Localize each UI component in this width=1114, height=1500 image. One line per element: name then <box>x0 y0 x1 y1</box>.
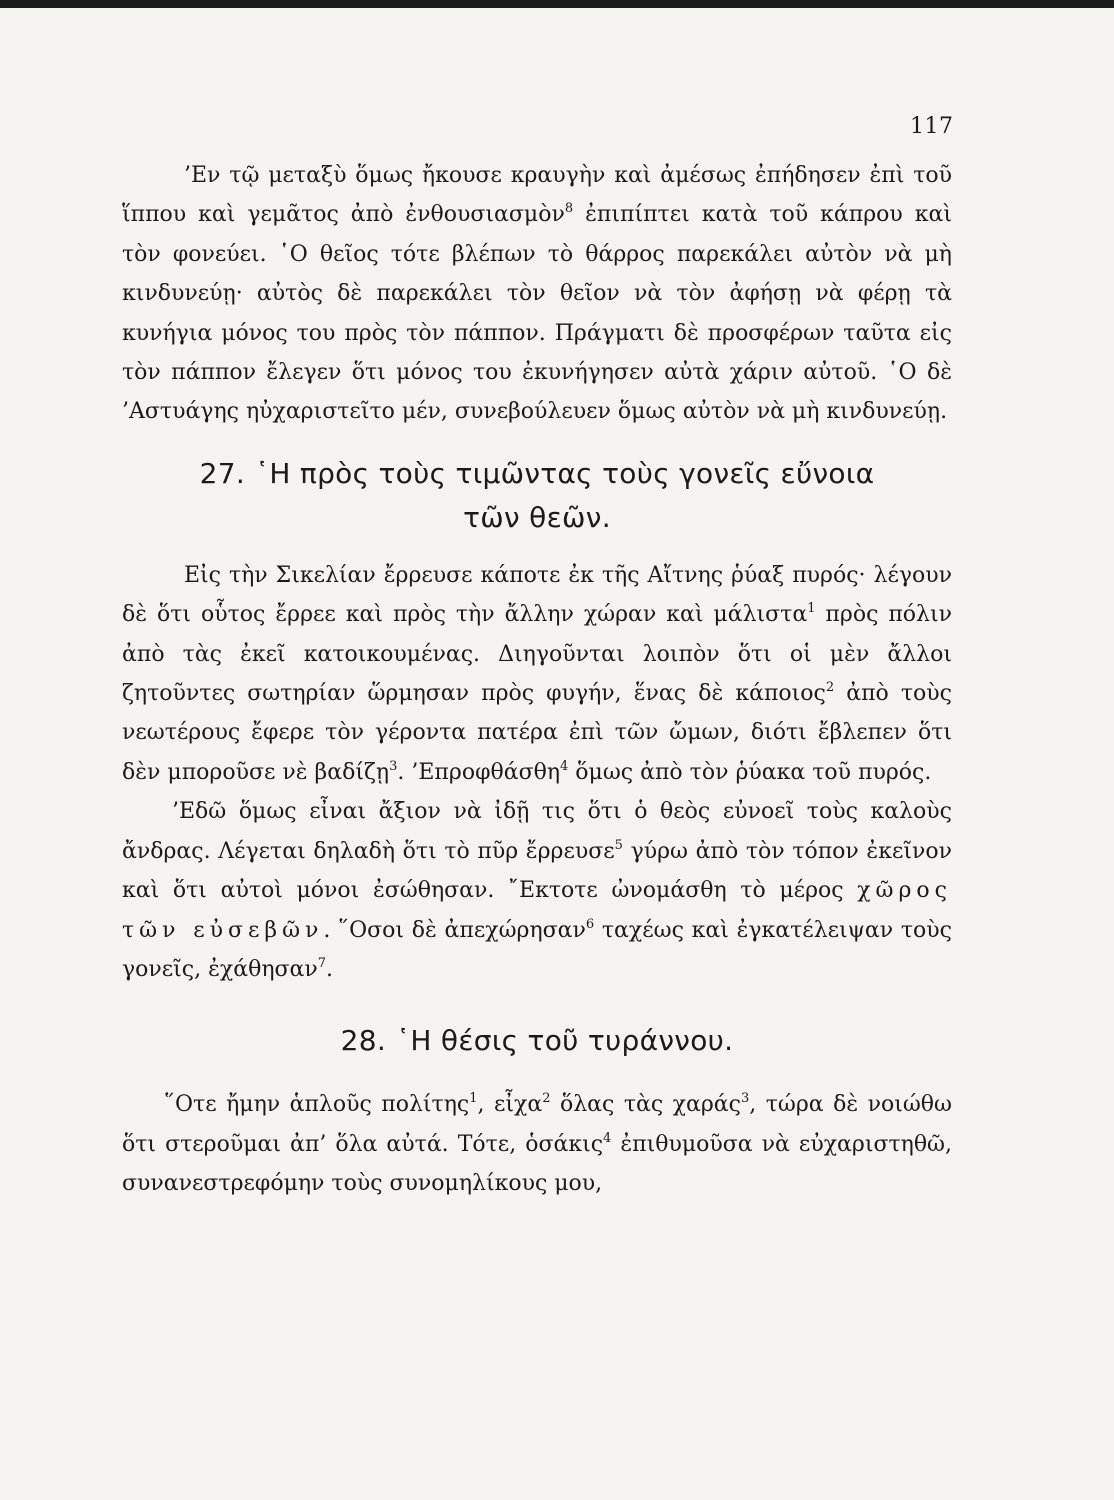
footnote-marker: 2 <box>825 680 835 696</box>
text-segment: ῞Οτε ἤμην ἁπλοῦς πολίτης <box>164 1092 470 1118</box>
text-segment: . ῞Οσοι δὲ ἀπεχώρησαν <box>323 917 586 943</box>
page-body <box>122 156 952 1204</box>
heading-line: τῶν θεῶν. <box>463 500 611 534</box>
text-segment: ἐπιθυμοῦσα νὰ εὐχαριστηθῶ, συνανεστρεφόμην τοὺς συνομηλίκους μου, <box>122 1131 952 1197</box>
footnote-marker: 7 <box>317 955 327 971</box>
text-segment: γύρω ἀπὸ τὸν τόπον ἐκεῖνον καὶ ὅτι αὐτοὶ μόνοι ἐσώθησαν. ῎Εκτοτε ὠνομάσθη τὸ μέρος <box>122 838 952 904</box>
text-segment: ὅμως ἀπὸ τὸν ῥύακα τοῦ πυρός. <box>568 759 932 785</box>
heading-line <box>122 452 952 496</box>
text-segment: . ’Επροφθάσθη <box>397 759 561 785</box>
section-heading-27 <box>122 452 952 540</box>
text-segment: ἐπιπίπτει κατὰ τοῦ κάπρου καὶ τὸν φονεύει. ῾Ο θεῖος τότε βλέπων τὸ θάρρος παρεκάλει αὐτὸν νὰ μὴ κινδυνεύῃ· αὐτὸς δὲ παρεκάλει τὸν θεῖον νὰ τὸν ἀφήσῃ νὰ φέρῃ τὰ κυνήγια μόνος του πρὸς τὸν πάππον. Πράγματι δὲ προσφέρων ταῦτα εἰς τὸν πάππον ἔλεγεν ὅτι μόνος του ἐκυνήγησεν αὐτὰ χάριν αὐτοῦ. ῾Ο δὲ ’Αστυάγης ηὐχαριστεῖτο μέν, συνεβούλευεν ὅμως αὐτὸν νὰ μὴ κινδυνεύῃ. <box>122 202 952 425</box>
section-title: ῾Η πρὸς τοὺς τιμῶντας τοὺς γονεῖς εὔνοια <box>255 456 875 490</box>
text-segment: ταχέως καὶ ἐγκατέλειψαν τοὺς γονεῖς, ἐχάθησαν <box>122 917 952 982</box>
section-title: ῾Η θέσις τοῦ τυράννου. <box>396 1024 734 1058</box>
page-number: 117 <box>910 114 954 139</box>
footnote-marker: 6 <box>585 916 595 932</box>
footnote-marker: 4 <box>560 758 569 774</box>
section-number: 28. <box>340 1024 387 1058</box>
paragraph-etna <box>122 556 952 792</box>
footnote-marker: 3 <box>740 1091 750 1107</box>
text-segment: , τώρα δὲ νοιώθω ὅτι στεροῦμαι ἀπ’ ὅλα αὐτά. Τότε, ὁσάκις <box>122 1092 952 1157</box>
footnote-marker: 4 <box>603 1130 612 1146</box>
footnote-marker: 1 <box>469 1091 478 1107</box>
footnote-marker: 1 <box>807 601 816 617</box>
paragraph-boar-hunt <box>122 156 952 432</box>
paragraph-tyrant <box>122 1085 952 1203</box>
section-number: 27. <box>199 456 246 490</box>
section-heading-28 <box>122 1019 952 1063</box>
footnote-marker: 5 <box>614 837 623 853</box>
text-segment: Εἰς τὴν Σικελίαν ἔρρευσε κάποτε ἐκ τῆς Αἴτνης ῥύαξ πυρός· λέγουν δὲ ὅτι οὗτος ἔρρεε καὶ πρὸς τὴν ἄλλην χώραν καὶ μάλιστα <box>122 562 952 628</box>
footnote-marker: 8 <box>564 201 574 217</box>
text-segment: ’Εδῶ ὅμως εἶναι ἄξιον νὰ ἰδῇ τις ὅτι ὁ θεὸς εὐνοεῖ τοὺς καλοὺς ἄνδρας. Λέγεται δηλαδὴ ὅτι τὸ πῦρ ἔρρευσε <box>122 799 952 864</box>
text-segment: ἀπὸ τοὺς νεωτέρους ἔφερε τὸν γέροντα πατέρα ἐπὶ τῶν ὤμων, διότι ἔβλεπεν ὅτι δὲν μποροῦσε νὲ βαδίζῃ <box>122 681 952 785</box>
footnote-marker: 3 <box>389 758 398 774</box>
spaced-emphasis: χῶρος τῶν εὐσεβῶν <box>122 878 952 943</box>
text-segment: ’Εν τῷ μεταξὺ ὅμως ἤκουσε κραυγὴν καὶ ἀμέσως ἐπήδησεν ἐπὶ τοῦ ἵππου καὶ γεμᾶτος ἀπὸ ἐνθουσιασμὸν <box>122 163 952 228</box>
text-segment: ὅλας τὰς χαράς <box>550 1092 741 1118</box>
text-segment: πρὸς πόλιν ἀπὸ τὰς ἐκεῖ κατοικουμένας. Διηγοῦνται λοιπὸν ὅτι οἱ μὲν ἄλλοι ζητοῦντες σωτηρίαν ὥρμησαν πρὸς φυγήν, ἕνας δὲ κάποιος <box>122 602 952 707</box>
footnote-marker: 2 <box>542 1091 551 1107</box>
scan-top-border <box>0 0 1114 8</box>
text-segment: . <box>326 956 334 982</box>
paragraph-pious-field <box>122 792 952 989</box>
text-segment: , εἶχα <box>477 1092 543 1118</box>
